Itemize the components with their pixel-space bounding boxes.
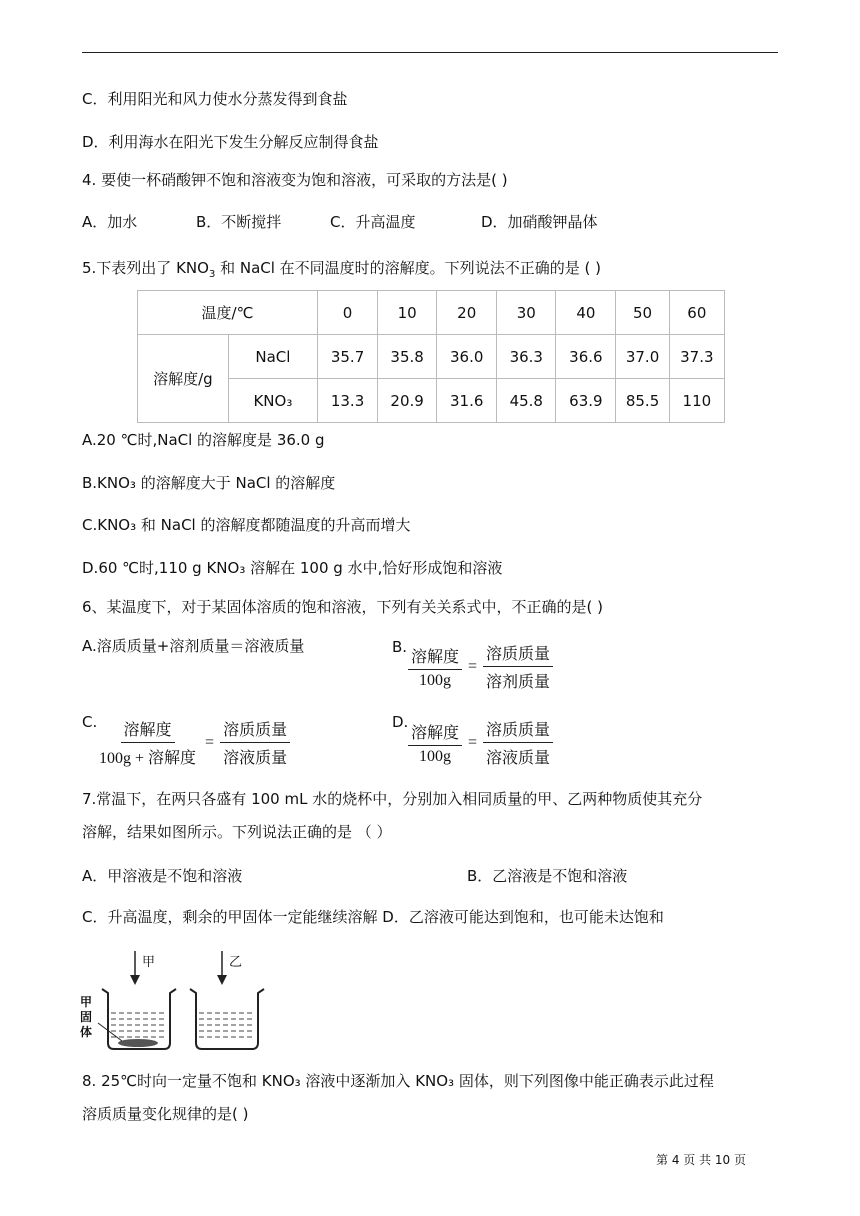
q6-option-d-formula [408, 717, 553, 768]
header-rule [82, 52, 778, 53]
temp-cell: 40 [556, 291, 616, 335]
q5-option-d: D.60 ℃时,110 g KNO₃ 溶解在 100 g 水中,恰好形成饱和溶液 [82, 559, 503, 577]
fraction-denominator: 100g [419, 671, 451, 689]
q6-option-d-label: D. [392, 713, 409, 731]
q5-stem: 5.下表列出了 $KNO_3$ 和 NaCl 在不同温度时的溶解度。下列说法不正确的是 ( ) [82, 259, 601, 280]
q7-option-c: C．升高温度，剩余的甲固体一定能继续溶解 [82, 908, 378, 926]
solid-jia-label: 甲 固 体 [80, 995, 93, 1039]
q5-option-b: B.KNO₃ 的溶解度大于 NaCl 的溶解度 [82, 474, 336, 492]
equals-sign: = [205, 733, 215, 751]
table-cell: 37.3 [669, 335, 724, 379]
q7-stem-line1: 7.常温下，在两只各盛有 100 mL 水的烧杯中，分别加入相同质量的甲、乙两种物质使其充分 [82, 790, 703, 808]
temperature-header: 温度/℃ [138, 291, 318, 335]
table-cell: 36.0 [437, 335, 497, 379]
fraction-numerator: 溶质质量 [483, 641, 553, 667]
beaker-yi-icon [190, 989, 264, 1049]
table-cell: 36.3 [497, 335, 556, 379]
temp-cell: 50 [616, 291, 669, 335]
table-cell: 37.0 [616, 335, 669, 379]
equals-sign: = [468, 733, 478, 751]
temp-cell: 10 [378, 291, 437, 335]
q3-option-d: D．利用海水在阳光下发生分解反应制得食盐 [82, 133, 379, 151]
q4-stem: 4. 要使一杯硝酸钾不饱和溶液变为饱和溶液，可采取的方法是( ) [82, 171, 508, 189]
substance-name: NaCl [228, 335, 317, 379]
q6-option-c-label: C. [82, 713, 98, 731]
pointer-line [98, 1023, 122, 1041]
table-cell: 13.3 [318, 379, 378, 423]
fraction-denominator: 100g + 溶解度 [99, 750, 197, 767]
q4-option-b: B．不断搅拌 [196, 213, 282, 231]
arrow-jia-icon [130, 951, 140, 985]
temp-cell: 0 [318, 291, 378, 335]
q6-option-c-formula [96, 717, 290, 768]
q5-option-a: A.20 ℃时,NaCl 的溶解度是 36.0 g [82, 431, 325, 449]
beaker-jia-icon [102, 989, 176, 1049]
arrow-yi-icon [217, 951, 227, 985]
table-cell: 110 [669, 379, 724, 423]
q8-stem-line1: 8. 25℃时向一定量不饱和 KNO₃ 溶液中逐渐加入 KNO₃ 固体，则下列图像中能正确表示此过程 [82, 1072, 714, 1090]
table-row [138, 335, 725, 379]
fraction-numerator: 溶质质量 [220, 717, 290, 743]
fraction-denominator: 溶液质量 [223, 750, 288, 767]
beakers-figure [80, 945, 280, 1055]
solubility-table [137, 290, 725, 423]
fraction-numerator: 溶解度 [121, 717, 175, 743]
q4-option-c: C．升高温度 [330, 213, 416, 231]
temp-cell: 30 [497, 291, 556, 335]
table-cell: 63.9 [556, 379, 616, 423]
label-jia: 甲 [142, 955, 156, 970]
solubility-label: 溶解度/g [138, 335, 229, 423]
q5-option-c: C.KNO₃ 和 NaCl 的溶解度都随温度的升高而增大 [82, 516, 411, 534]
equals-sign: = [468, 657, 478, 675]
table-cell: 35.8 [378, 335, 437, 379]
q7-option-a: A．甲溶液是不饱和溶液 [82, 867, 243, 885]
fraction-denominator: 100g [419, 747, 451, 765]
table-cell: 45.8 [497, 379, 556, 423]
substance-name: KNO₃ [228, 379, 317, 423]
table-header-row [138, 291, 725, 335]
q6-option-a: A.溶质质量+溶剂质量＝溶液质量 [82, 637, 305, 655]
q8-stem-line2: 溶质质量变化规律的是( ) [82, 1105, 249, 1123]
fraction-denominator: 溶剂质量 [486, 674, 551, 691]
table-cell: 35.7 [318, 335, 378, 379]
page-footer: 第 4 页 共 10 页 [656, 1153, 746, 1167]
label-yi: 乙 [229, 955, 243, 970]
q3-option-c: C．利用阳光和风力使水分蒸发得到食盐 [82, 90, 348, 108]
table-cell: 85.5 [616, 379, 669, 423]
table-cell: 20.9 [378, 379, 437, 423]
q6-stem: 6、某温度下，对于某固体溶质的饱和溶液，下列有关关系式中，不正确的是( ) [82, 598, 604, 616]
fraction-denominator: 溶液质量 [486, 750, 551, 767]
table-cell: 36.6 [556, 335, 616, 379]
temp-cell: 20 [437, 291, 497, 335]
q4-option-a: A．加水 [82, 213, 138, 231]
fraction-numerator: 溶解度 [408, 644, 462, 670]
table-cell: 31.6 [437, 379, 497, 423]
q6-option-b-label: B. [392, 638, 408, 656]
temp-cell: 60 [669, 291, 724, 335]
q7-options-cd [82, 907, 664, 927]
q4-option-d: D．加硝酸钾晶体 [481, 213, 598, 231]
q7-option-b: B．乙溶液是不饱和溶液 [467, 867, 628, 885]
q7-option-d: D．乙溶液可能达到饱和，也可能未达饱和 [382, 908, 664, 926]
fraction-numerator: 溶质质量 [483, 717, 553, 743]
q6-option-b-formula [408, 641, 553, 692]
q7-stem-line2: 溶解，结果如图所示。下列说法正确的是 （ ） [82, 823, 392, 841]
fraction-numerator: 溶解度 [408, 720, 462, 746]
